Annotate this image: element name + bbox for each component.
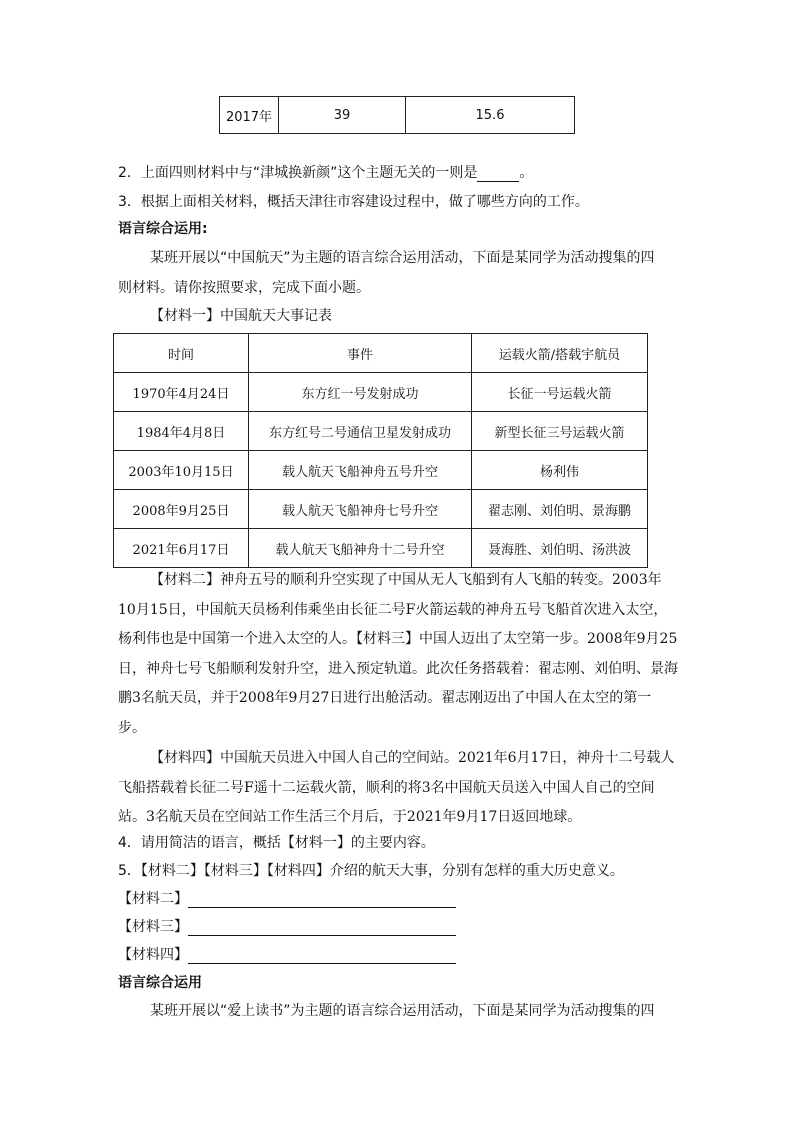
table-cell: 2008年9月25日 (114, 490, 249, 529)
answer-blank[interactable] (188, 921, 456, 936)
table-cell: 载人航天飞船神舟十二号升空 (249, 529, 472, 568)
space-events-table (113, 333, 648, 568)
table-cell: 2021年6月17日 (114, 529, 249, 568)
header-rocket-crew: 运载火箭/搭载宇航员 (472, 334, 648, 373)
answer-label: 【材料二】 (118, 891, 188, 907)
question-2 (118, 162, 533, 182)
answer-blank[interactable] (188, 893, 456, 908)
question-text: 2．上面四则材料中与“津城换新颜”这个主题无关的一则是 (118, 165, 478, 181)
answer-label: 【材料四】 (118, 947, 188, 963)
material-4-paragraph: 【材料四】中国航天员进入中国人自己的空间站。2021年6月17日，神舟十二号载人飞船搭载着长征二号F遥十二运载火箭，顺利的将3名中国航天员送入中国人自己的空间站。3名航天员在空间站工作生活三个月后，于2021年9月17日返回地球。 (118, 750, 675, 825)
answer-line-material-4 (118, 944, 456, 964)
section-heading: 语言综合运用: (118, 221, 208, 237)
table-cell: 翟志刚、刘伯明、景海鹏 (472, 490, 648, 529)
header-event: 事件 (249, 334, 472, 373)
table-cell: 39 (279, 97, 406, 134)
table-cell: 2003年10月15日 (114, 451, 249, 490)
question-3: 3．根据上面相关材料，概括天津往市容建设过程中，做了哪些方向的工作。 (118, 194, 589, 210)
table-row (114, 373, 648, 412)
section-2-intro: 某班开展以“爱上读书”为主题的语言综合运用活动，下面是某同学为活动搜集的四 (150, 1003, 655, 1019)
answer-blank[interactable] (477, 167, 519, 182)
table-row (220, 97, 575, 134)
table-cell: 长征一号运载火箭 (472, 373, 648, 412)
question-end: 。 (519, 165, 534, 181)
section-2-heading: 语言综合运用 (118, 975, 202, 991)
section-intro-line2: 则材料。请你按照要求，完成下面小题。 (118, 280, 370, 296)
table-cell: 新型长征三号运载火箭 (472, 412, 648, 451)
answer-line-material-2 (118, 888, 456, 908)
table-row (114, 412, 648, 451)
table-cell: 1970年4月24日 (114, 373, 249, 412)
answer-line-material-3 (118, 916, 456, 936)
question-4: 4．请用简洁的语言，概括【材料一】的主要内容。 (118, 835, 435, 851)
table-cell: 1984年4月8日 (114, 412, 249, 451)
section-intro-line1: 某班开展以“中国航天”为主题的语言综合运用活动，下面是某同学为活动搜集的四 (150, 250, 655, 266)
table-row (114, 529, 648, 568)
table-row (114, 451, 648, 490)
table-cell: 载人航天飞船神舟七号升空 (249, 490, 472, 529)
material-2-3-paragraph: 【材料二】神舟五号的顺利升空实现了中国从无人飞船到有人飞船的转变。2003年10月15日，中国航天员杨利伟乘坐由长征二号F火箭运载的神舟五号飞船首次进入太空，杨利伟也是中国第一个进入太空的人。【材料三】中国人迈出了太空第一步。2008年9月25日，神舟七号飞船顺利发射升空，进入预定轨道。此次任务搭载着：翟志刚、刘伯明、景海鹏3名航天员，并于2008年9月27日进行出舱活动。翟志刚迈出了中国人在太空的第一步。 (118, 572, 678, 736)
table-caption: 【材料一】中国航天大事记表 (150, 308, 332, 324)
table-cell: 东方红号二号通信卫星发射成功 (249, 412, 472, 451)
table-cell: 聂海胜、刘伯明、汤洪波 (472, 529, 648, 568)
table-cell: 15.6 (406, 97, 575, 134)
table-cell: 载人航天飞船神舟五号升空 (249, 451, 472, 490)
question-5: 5．【材料二】【材料三】【材料四】介绍的航天大事，分别有怎样的重大历史意义。 (118, 863, 624, 879)
table-cell: 2017年 (220, 97, 279, 134)
header-time: 时间 (114, 334, 249, 373)
data-table-top (219, 96, 575, 134)
table-row (114, 490, 648, 529)
table-cell: 东方红一号发射成功 (249, 373, 472, 412)
table-cell: 杨利伟 (472, 451, 648, 490)
answer-blank[interactable] (188, 949, 456, 964)
answer-label: 【材料三】 (118, 919, 188, 935)
table-header-row (114, 334, 648, 373)
